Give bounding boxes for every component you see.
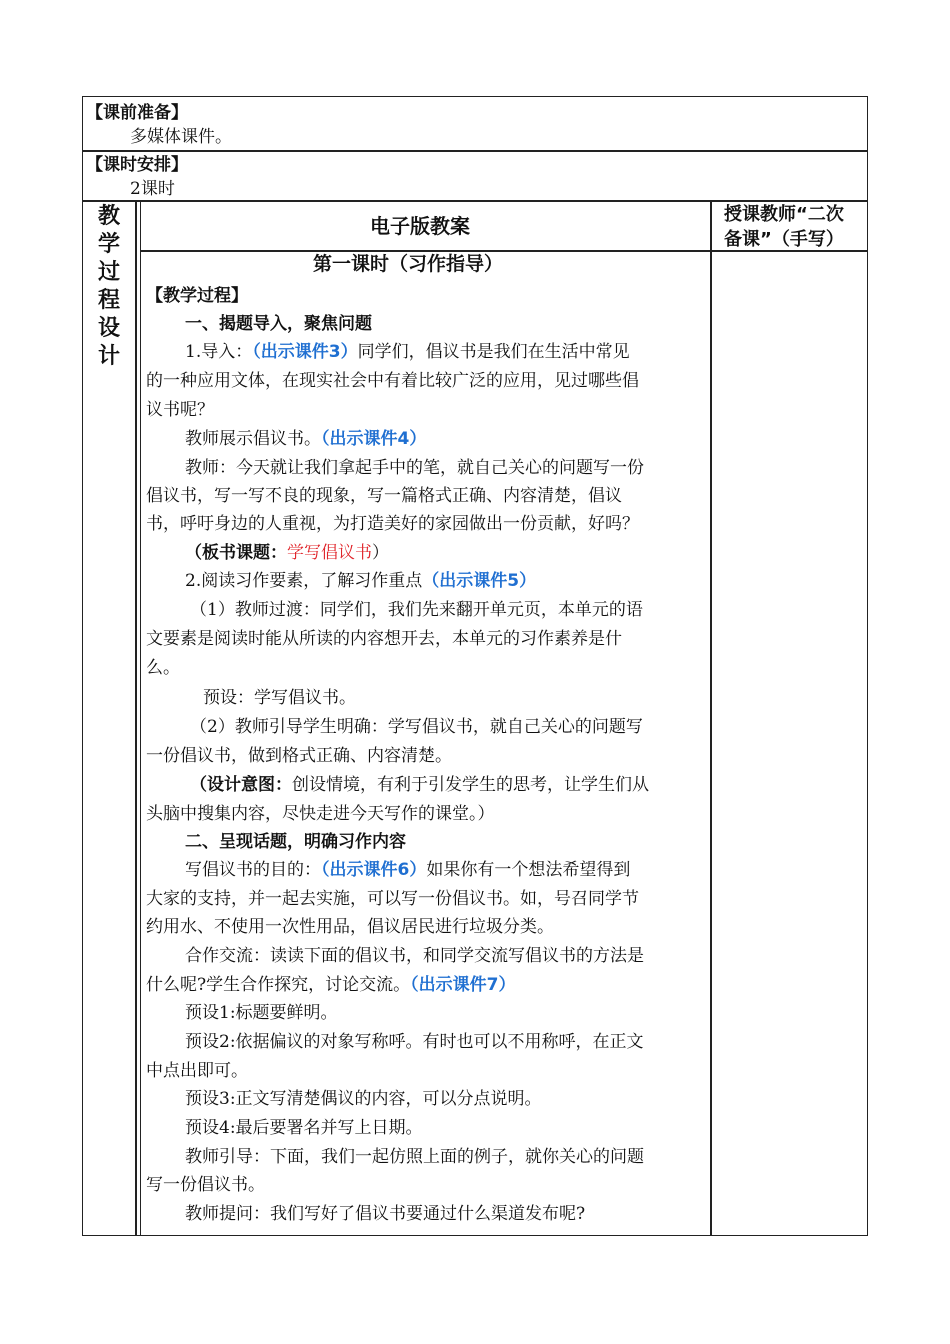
para-8-line-1: （2）教师引导学生明确：学写倡议书，就自己关心的问题写 — [190, 717, 643, 737]
preset-1: 预设1:标题要鲜明。 — [185, 1003, 338, 1023]
para-1-line-2: 的一种应用文体，在现实社会中有着比较广泛的应用，见过哪些倡 — [146, 371, 639, 391]
col-divider-left — [135, 200, 137, 1236]
inner-left-rule — [140, 200, 141, 1236]
label-char: 学 — [97, 232, 120, 257]
schedule-title: 【课时安排】 — [86, 155, 188, 175]
preset-4: 预设4:最后要署名并写上日期。 — [185, 1118, 423, 1138]
side-column-title-1: 授课教师“二次 — [724, 204, 844, 225]
label-char: 过 — [97, 260, 120, 285]
para-8-line-2: 一份倡议书，做到格式正确、内容清楚。 — [146, 746, 452, 766]
label-char: 教 — [97, 204, 120, 229]
preset-2-line-1: 预设2:依据偏议的对象写称呼。有时也可以不用称呼，在正文 — [185, 1032, 644, 1052]
para-16-line-1: 教师引导：下面，我们一起仿照上面的例子，就你关心的问题 — [185, 1147, 644, 1167]
para-1-line-1: 1.导入：（出示课件3）同学们，倡议书是我们在生活中常见 — [185, 342, 630, 362]
para-6-line-1: （1）教师过渡：同学们，我们先来翻开单元页，本单元的语 — [190, 600, 643, 620]
para-10-line-3: 约用水、不使用一次性用品，倡议居民进行垃圾分类。 — [146, 917, 554, 937]
para-6-line-2: 文要素是阅读时能从所读的内容想开去，本单元的习作素养是什 — [146, 629, 622, 649]
para-3-line-1: 教师：今天就让我们拿起手中的笔，就自己关心的问题写一份 — [185, 458, 644, 478]
preset-2-line-2: 中点出即可。 — [146, 1061, 248, 1081]
para-16-line-2: 写一份倡议书。 — [146, 1175, 265, 1195]
main-column-title: 电子版教案 — [370, 214, 470, 238]
para-11-line-1: 合作交流：读读下面的倡议书，和同学交流写倡议书的方法是 — [185, 946, 644, 966]
teaching-process-label — [94, 203, 124, 371]
para-1-line-3: 议书呢？ — [146, 400, 214, 420]
para-5: 2.阅读习作要素，了解习作重点（出示课件5） — [185, 571, 537, 591]
para-10-line-1: 写倡议书的目的：（出示课件6）如果你有一个想法希望得到 — [185, 860, 631, 880]
para-2: 教师展示倡议书。（出示课件4） — [185, 429, 427, 449]
section-process: 【教学过程】 — [146, 286, 248, 306]
design-intent-line-1: （设计意图：创设情境，有利于引发学生的思考，让学生们从 — [190, 775, 649, 795]
label-char: 计 — [97, 344, 120, 369]
prep-content: 多媒体课件。 — [130, 127, 232, 147]
preset-3: 预设3:正文写清楚偶议的内容，可以分点说明。 — [185, 1089, 542, 1109]
label-char: 程 — [97, 288, 120, 313]
col-divider-right — [710, 200, 712, 1236]
para-6-line-3: 么。 — [146, 658, 180, 678]
para-3-line-3: 书，呼吁身边的人重视，为打造美好的家园做出一份贡献，好吗？ — [146, 514, 639, 534]
prep-title: 【课前准备】 — [86, 103, 188, 123]
section-2-heading: 二、呈现话题，明确习作内容 — [185, 832, 406, 852]
side-column-title-2: 备课”（手写） — [724, 229, 844, 250]
section-1-heading: 一、揭题导入，聚焦问题 — [185, 314, 372, 334]
label-char: 设 — [97, 316, 120, 341]
lesson-title: 第一课时（习作指导） — [313, 253, 504, 275]
para-10-line-2: 大家的支持，并一起去实施，可以写一份倡议书。如，号召同学节 — [146, 889, 639, 909]
para-11-line-2: 什么呢?学生合作探究，讨论交流。（出示课件7） — [146, 975, 516, 995]
design-intent-line-2: 头脑中搜集内容，尽快走进今天写作的课堂。） — [146, 804, 495, 824]
board-topic: （板书课题：学写倡议书） — [185, 543, 389, 563]
para-3-line-2: 倡议书，写一写不良的现象，写一篇格式正确、内容清楚，倡议 — [146, 486, 622, 506]
para-7: 预设：学写倡议书。 — [203, 688, 356, 708]
schedule-content: 2课时 — [130, 179, 175, 199]
para-17: 教师提问：我们写好了倡议书要通过什么渠道发布呢? — [185, 1204, 586, 1224]
